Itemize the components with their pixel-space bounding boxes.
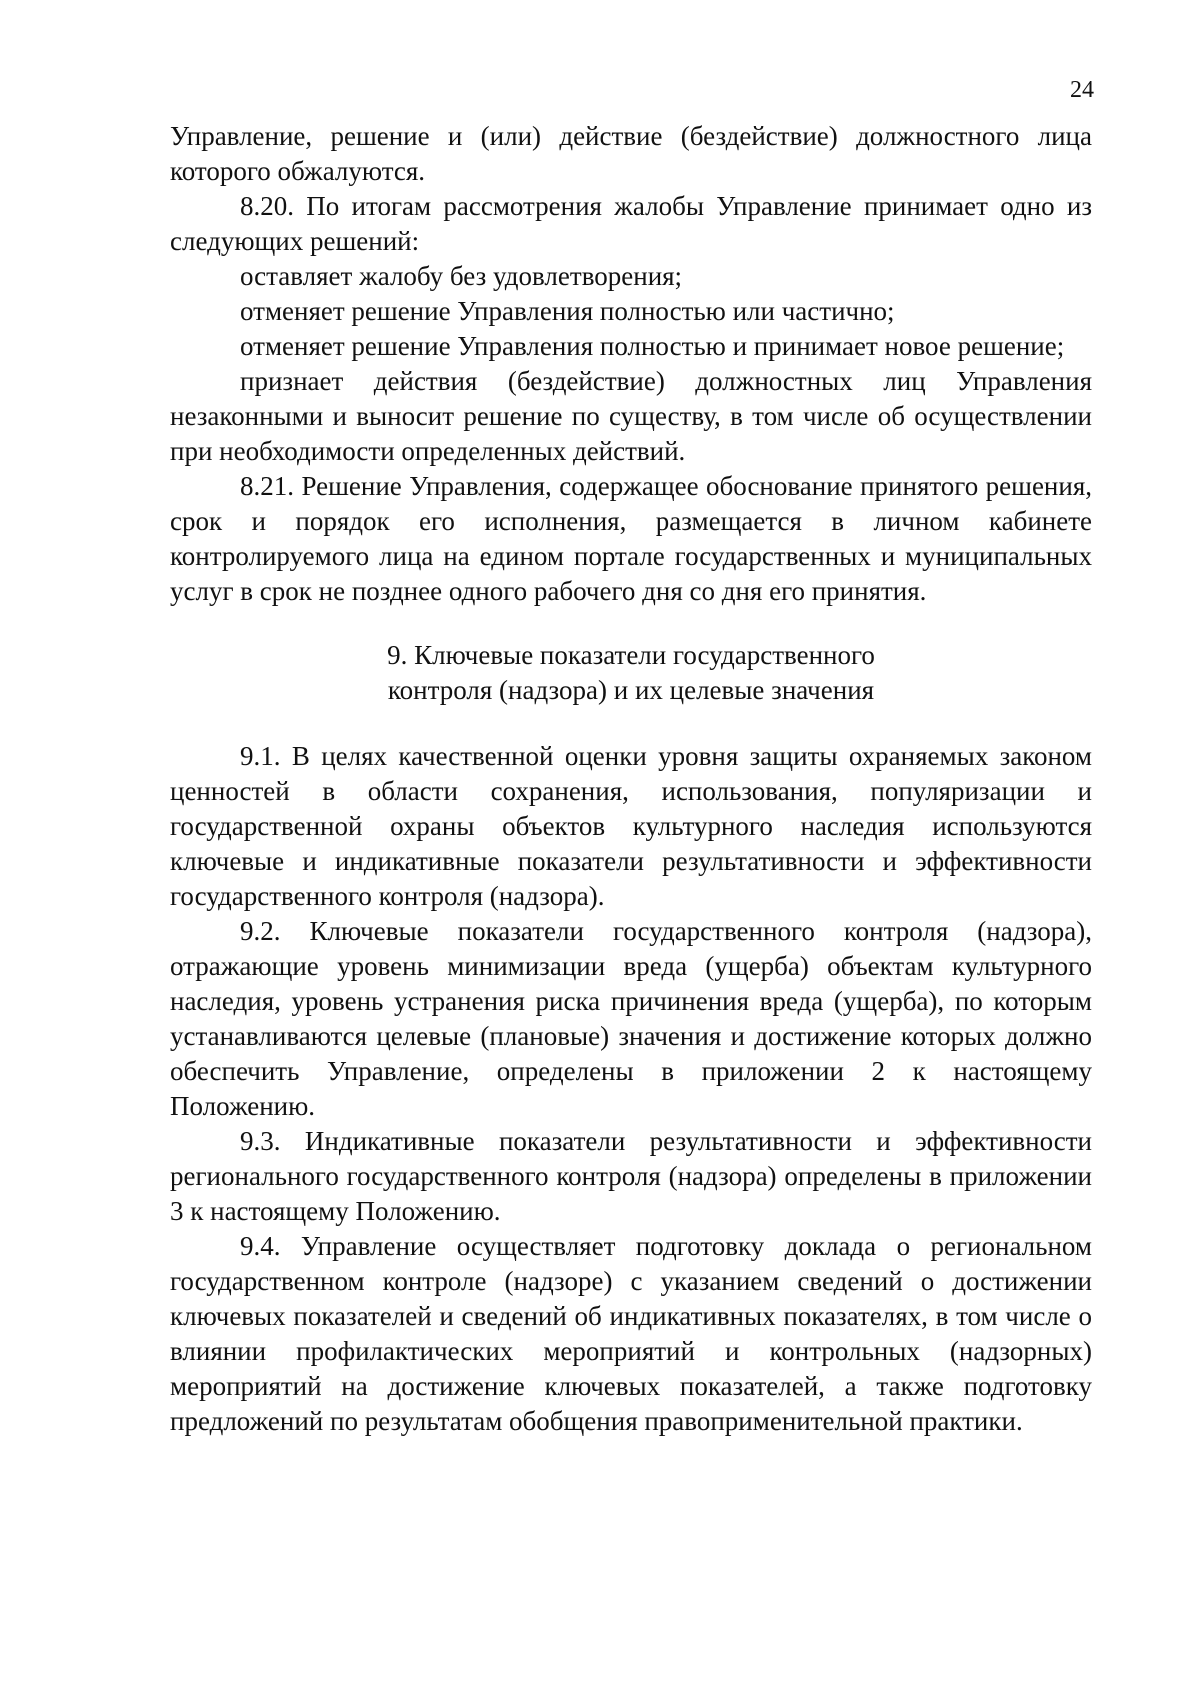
decision-item-4: признает действия (бездействие) должностных лиц Управления незаконными и выносит решение по существу, в том числе об осуществлении при необходимости определенных действий. [170, 366, 1092, 466]
page-number: 24 [1070, 77, 1094, 103]
paragraph-9-3: 9.3. Индикативные показатели результативности и эффективности регионального государственного контроля (надзора) определены в приложении 3 к настоящему Положению. [170, 1126, 1092, 1226]
paragraph-9-2: 9.2. Ключевые показатели государственного контроля (надзора), отражающие уровень минимизации вреда (ущерба) объектам культурного наследия, уровень устранения риска причинения вреда (ущерба), по которым устанавливаются целевые (плановые) значения и достижение которых должно обеспечить Управление, определены в приложении 2 к настоящему Положению. [170, 916, 1092, 1121]
section-9-heading [170, 638, 1092, 708]
paragraph-9-1: 9.1. В целях качественной оценки уровня защиты охраняемых законом ценностей в области сохранения, использования, популяризации и государственной охраны объектов культурного наследия используются ключевые и индикативные показатели результативности и эффективности государственного контроля (надзора). [170, 741, 1092, 911]
decision-item-2: отменяет решение Управления полностью или частично; [240, 296, 895, 326]
section-8-continuation [170, 119, 1092, 609]
section-9-heading-line-2: контроля (надзора) и их целевые значения [387, 675, 875, 705]
paragraph-continuation: Управление, решение и (или) действие (бездействие) должностного лица которого обжалуются. [170, 121, 1092, 186]
section-9-heading-line-1: 9. Ключевые показатели государственного [387, 640, 875, 670]
decision-item-1: оставляет жалобу без удовлетворения; [240, 261, 683, 291]
paragraph-9-4: 9.4. Управление осуществляет подготовку доклада о региональном государственном контроле (надзоре) с указанием сведений о достижении ключевых показателей и сведений об индикативных показателях, в том числе о влиянии профилактических мероприятий и контрольных (надзорных) мероприятий на достижение ключевых показателей, а также подготовку предложений по результатам обобщения правоприменительной практики. [170, 1231, 1092, 1436]
section-9-body [170, 739, 1092, 1439]
decision-item-3: отменяет решение Управления полностью и принимает новое решение; [240, 331, 1065, 361]
paragraph-8-21: 8.21. Решение Управления, содержащее обоснование принятого решения, срок и порядок его исполнения, размещается в личном кабинете контролируемого лица на едином портале государственных и муниципальных услуг в срок не позднее одного рабочего дня со дня его принятия. [170, 471, 1092, 606]
paragraph-8-20: 8.20. По итогам рассмотрения жалобы Управление принимает одно из следующих решений: [170, 191, 1092, 256]
